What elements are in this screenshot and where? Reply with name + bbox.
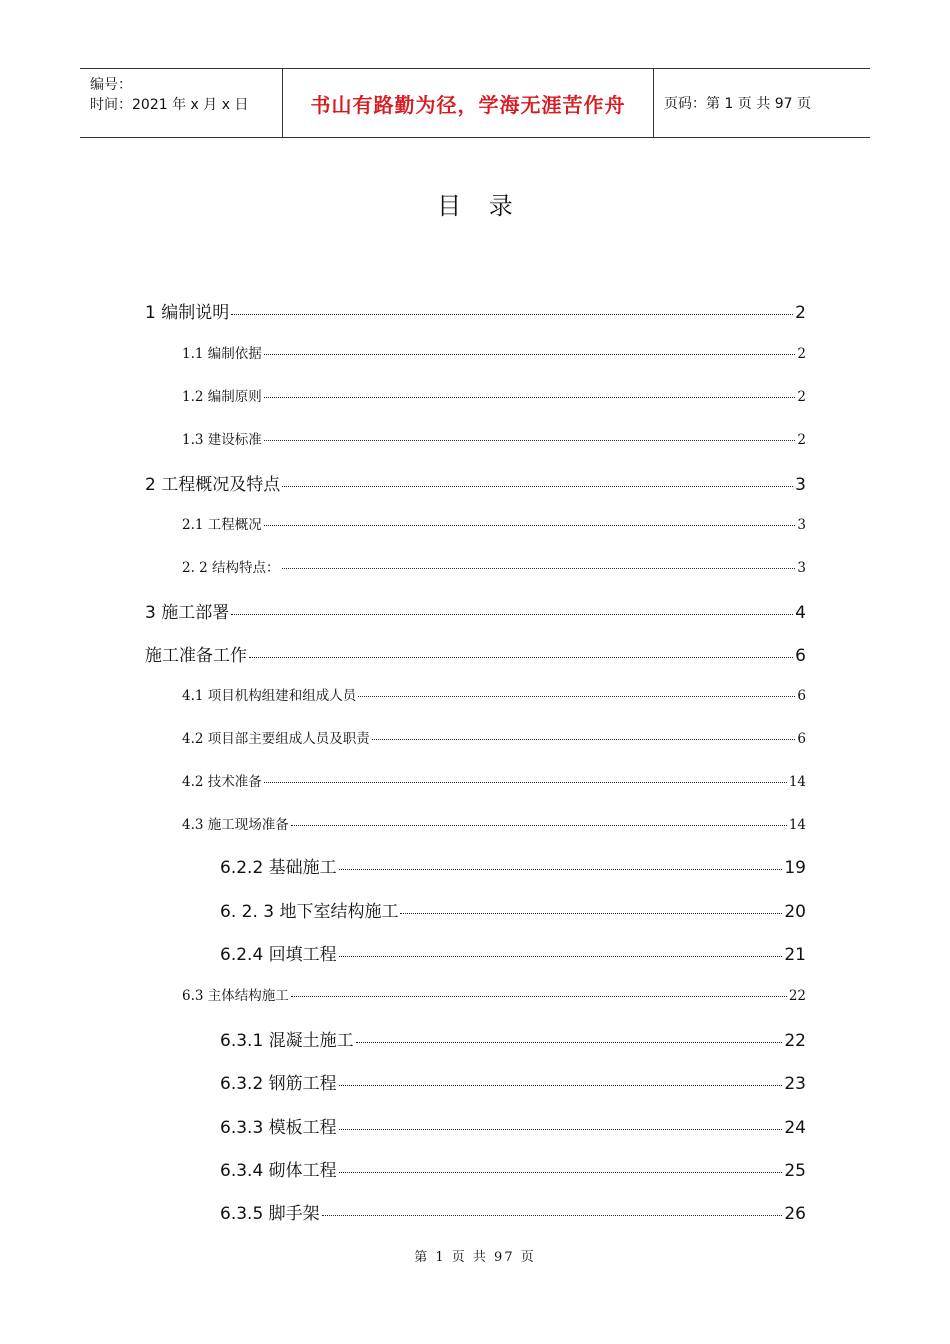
- toc-entry-label: 2 工程概况及特点: [145, 475, 281, 495]
- toc-dot-leader: [291, 825, 787, 826]
- toc-entry[interactable]: [182, 770, 806, 790]
- page-footer: 第 1 页 共 97 页: [414, 1250, 536, 1265]
- header-page-info-cell: [654, 69, 870, 137]
- toc-dot-leader: [358, 696, 795, 697]
- toc-entry-label: 2.1 工程概况: [182, 517, 262, 533]
- toc-entry-label: 4.3 施工现场准备: [182, 817, 289, 833]
- toc-entry[interactable]: [182, 342, 806, 362]
- toc-entry-page: 6: [795, 646, 806, 666]
- toc-entry-page: 26: [784, 1204, 806, 1224]
- toc-entry-label: 6. 2. 3 地下室结构施工: [220, 902, 399, 922]
- toc-entry[interactable]: [182, 684, 806, 704]
- toc-entry-page: 24: [784, 1118, 806, 1138]
- toc-entry-page: 2: [795, 303, 806, 323]
- toc-entry[interactable]: [182, 813, 806, 833]
- toc-dot-leader: [264, 525, 796, 526]
- header-page-info: 页码：第 1 页 共 97 页: [664, 96, 811, 112]
- toc-dot-leader: [264, 397, 796, 398]
- toc-entry-page: 22: [784, 1031, 806, 1051]
- toc-dot-leader: [282, 486, 793, 487]
- toc-entry-label: 3 施工部署: [145, 603, 230, 623]
- toc-entry-page: 2: [797, 432, 806, 448]
- toc-entry[interactable]: [220, 940, 806, 965]
- toc-entry-page: 3: [795, 475, 806, 495]
- header-meta: [80, 69, 282, 137]
- toc-entry-label: 6.3 主体结构施工: [182, 988, 289, 1004]
- toc-dot-leader: [339, 1129, 783, 1130]
- toc-entry-label: 2. 2 结构特点：: [182, 560, 280, 576]
- toc-entry-page: 3: [797, 560, 806, 576]
- toc-entry[interactable]: [182, 513, 806, 533]
- toc-dot-leader: [356, 1042, 783, 1043]
- page-header: [80, 68, 870, 138]
- toc-entry[interactable]: [220, 1156, 806, 1181]
- toc-entry-page: 6: [797, 688, 806, 704]
- toc-title: 目 录: [437, 192, 523, 220]
- toc-entry[interactable]: [182, 385, 806, 405]
- toc-dot-leader: [400, 913, 782, 914]
- toc-entry-label: 1 编制说明: [145, 303, 230, 323]
- toc-dot-leader: [339, 956, 783, 957]
- toc-dot-leader: [372, 739, 796, 740]
- toc-entry[interactable]: [182, 984, 806, 1004]
- toc-dot-leader: [231, 314, 793, 315]
- toc-entry[interactable]: [220, 1199, 806, 1224]
- toc-entry[interactable]: [182, 727, 806, 747]
- toc-entry[interactable]: [145, 598, 806, 623]
- toc-entry-page: 22: [788, 988, 806, 1004]
- toc-entry[interactable]: [145, 298, 806, 323]
- toc-entry-page: 21: [784, 945, 806, 965]
- toc-entry-page: 2: [797, 389, 806, 405]
- toc-dot-leader: [249, 657, 793, 658]
- toc-entry-label: 6.2.2 基础施工: [220, 858, 337, 878]
- toc-entry-label: 6.3.4 砌体工程: [220, 1161, 337, 1181]
- toc-entry-label: 4.2 技术准备: [182, 774, 262, 790]
- toc-entry-page: 4: [795, 603, 806, 623]
- toc-dot-leader: [339, 1085, 783, 1086]
- toc-dot-leader: [264, 782, 787, 783]
- header-motto-cell: [282, 69, 654, 137]
- toc-entry[interactable]: [220, 897, 806, 922]
- toc-entry-page: 6: [797, 731, 806, 747]
- toc-entry-page: 23: [784, 1074, 806, 1094]
- toc-dot-leader: [339, 869, 783, 870]
- toc-dot-leader: [264, 354, 796, 355]
- toc-entry-page: 25: [784, 1161, 806, 1181]
- document-time-label: 时间：2021 年 x 月 x 日: [90, 97, 249, 113]
- toc-entry-label: 4.2 项目部主要组成人员及职责: [182, 731, 370, 747]
- toc-dot-leader: [231, 614, 793, 615]
- toc-entry[interactable]: [220, 1026, 806, 1051]
- toc-entry-page: 19: [784, 858, 806, 878]
- toc-entry-page: 2: [797, 346, 806, 362]
- toc-entry[interactable]: [220, 1113, 806, 1138]
- toc-entry-label: 1.2 编制原则: [182, 389, 262, 405]
- toc-entry-label: 6.3.5 脚手架: [220, 1204, 320, 1224]
- toc-entry-page: 3: [797, 517, 806, 533]
- toc-dot-leader: [291, 996, 787, 997]
- toc-entry[interactable]: [220, 853, 806, 878]
- toc-entry-label: 6.2.4 回填工程: [220, 945, 337, 965]
- toc-entry-label: 4.1 项目机构组建和组成人员: [182, 688, 357, 704]
- header-motto: 书山有路勤为径，学海无涯苦作舟: [310, 92, 626, 117]
- toc-entry[interactable]: [145, 641, 806, 666]
- toc-entry-page: 14: [788, 774, 806, 790]
- toc-dot-leader: [339, 1172, 783, 1173]
- toc-entry-label: 6.3.3 模板工程: [220, 1118, 337, 1138]
- toc-entry-label: 施工准备工作: [145, 646, 247, 666]
- toc-dot-leader: [264, 440, 796, 441]
- document-number-label: 编号：: [90, 77, 132, 93]
- toc-entry-page: 20: [784, 902, 806, 922]
- toc-entry-label: 6.3.2 钢筋工程: [220, 1074, 337, 1094]
- toc-entry[interactable]: [220, 1069, 806, 1094]
- toc-dot-leader: [322, 1215, 783, 1216]
- toc-entry-label: 1.1 编制依据: [182, 346, 262, 362]
- toc-entry-label: 1.3 建设标准: [182, 432, 262, 448]
- toc-entry-label: 6.3.1 混凝土施工: [220, 1031, 354, 1051]
- toc-entry-page: 14: [788, 817, 806, 833]
- toc-entry[interactable]: [182, 556, 806, 576]
- toc-entry[interactable]: [182, 428, 806, 448]
- toc-entry[interactable]: [145, 470, 806, 495]
- toc-dot-leader: [282, 568, 796, 569]
